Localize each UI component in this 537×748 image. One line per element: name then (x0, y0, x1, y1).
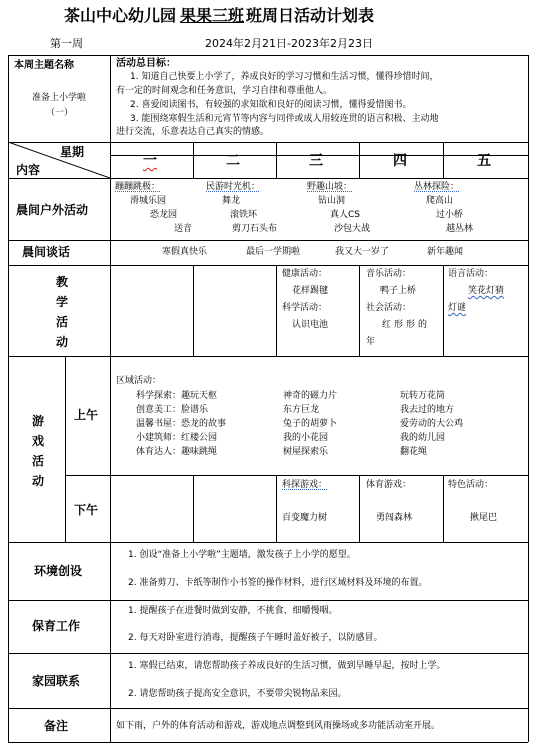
title-class: 果果三班 (180, 6, 245, 25)
game-label-4: 动 (32, 474, 45, 488)
teach-thu: 音乐活动： (366, 269, 412, 279)
area-row: 翻花绳 (400, 447, 428, 457)
environment-label: 环境创设 (34, 564, 83, 578)
outdoor-item: 剪刀石头布 (232, 224, 278, 234)
talk-topic: 寒假真快乐 (162, 247, 208, 257)
day-thu: 四 (393, 153, 407, 169)
teaching-label-4: 动 (56, 335, 69, 349)
area-row: 我去过的地方 (400, 405, 455, 415)
care-item: 2. 每天对卧室进行消毒，提醒孩子午睡时盖好被子，以防感冒。 (128, 633, 383, 643)
area-row: 体育达人：趣味跳绳 (136, 447, 218, 457)
goal-line-2: 有一定的时间观念和任务意识，学习自律和尊重他人。 (116, 86, 333, 96)
day-mon: 一 (143, 153, 157, 169)
area-row: 爱劳动的大公鸡 (400, 419, 464, 429)
outdoor-item: 过小桥 (436, 210, 464, 220)
talk-topic: 最后一学期啦 (246, 247, 301, 257)
area-row: 我的小花园 (283, 433, 329, 443)
outdoor-item: 越丛林 (446, 224, 474, 234)
remarks-text: 如下雨，户外的体育活动和游戏，游戏地点调整到风雨操场或多功能活动室开展。 (116, 721, 441, 731)
teach-thu: 鸭子上桥 (380, 286, 417, 296)
teach-thu: 年 (366, 337, 376, 347)
environment-item: 2. 准备剪刀、卡纸等制作小书签的操作材料，进行区域材料及环境的布置。 (128, 578, 428, 588)
area-row: 温馨书屋：恐龙的故事 (136, 419, 227, 429)
area-label: 区域活动： (116, 376, 162, 386)
teach-fri: 笑花灯猜 (468, 286, 505, 296)
outdoor-zone-3: 野趣山坡： (307, 182, 353, 192)
theme-name: 准备上小学啦 (32, 93, 87, 103)
talk-topic: 我又大一岁了 (335, 247, 390, 257)
teach-thu: 社会活动： (366, 303, 412, 313)
home-item: 2. 请您帮助孩子提高安全意识，不要带尖锐物品来园。 (128, 689, 347, 699)
pm-fri: 揪尾巴 (470, 513, 498, 523)
talk-topic: 新年趣闻 (427, 247, 464, 257)
teach-wed: 认识电池 (292, 320, 329, 330)
outdoor-item: 爬高山 (426, 196, 454, 206)
pm-wed: 百变魔力树 (282, 513, 328, 523)
teach-wed: 健康活动： (282, 269, 328, 279)
game-label-3: 活 (32, 454, 45, 468)
day-fri: 五 (477, 153, 491, 169)
date-range: 2024年2月21日-2023年2月23日 (205, 37, 373, 50)
area-row: 神奇的磁力片 (283, 391, 338, 401)
teach-fri: 灯谜 (448, 303, 467, 313)
teach-fri: 语言活动： (448, 269, 494, 279)
home-item: 1. 寒假已结束，请您帮助孩子养成良好的生活习惯，做到早睡早起，按时上学。 (128, 661, 446, 671)
outdoor-zone-4: 丛林探险： (414, 182, 460, 192)
home-label: 家园联系 (32, 674, 81, 688)
area-row: 创意美工：脸谱乐 (136, 405, 209, 415)
area-row: 玩转万花筒 (400, 391, 446, 401)
outdoor-label: 晨间户外活动 (16, 203, 89, 217)
area-row: 我的幼儿园 (400, 433, 446, 443)
area-row: 兔子的胡萝卜 (283, 419, 338, 429)
pm-thu: 体育游戏： (366, 480, 412, 490)
teaching-label-1: 教 (56, 275, 69, 289)
teach-wed: 科学活动： (282, 303, 328, 313)
morning-label: 上午 (74, 408, 99, 422)
game-label-2: 戏 (32, 434, 45, 448)
outdoor-item: 沙包大战 (334, 224, 371, 234)
talk-label: 晨间谈话 (22, 245, 71, 259)
afternoon-label: 下午 (74, 503, 99, 517)
title-school: 茶山中心幼儿园 (64, 6, 177, 25)
outdoor-item: 真人CS (330, 210, 360, 220)
pm-thu: 勇闯森林 (376, 513, 413, 523)
pm-wed: 科探游戏： (282, 480, 328, 490)
environment-item: 1. 创设“准备上小学啦”主题墙，激发孩子上小学的愿望。 (128, 550, 356, 560)
title-suffix: 班周日活动计划表 (246, 6, 375, 25)
content-header: 内容 (16, 163, 41, 177)
outdoor-item: 钻山洞 (318, 196, 346, 206)
outdoor-zone-1: 蹦蹦跳极： (115, 182, 161, 192)
remarks-label: 备注 (44, 719, 69, 733)
area-row: 东方巨龙 (283, 405, 320, 415)
area-row: 树屋探索乐 (283, 447, 329, 457)
week-label: 第一周 (50, 37, 83, 50)
teaching-label-2: 学 (56, 295, 69, 309)
care-label: 保育工作 (32, 619, 81, 633)
teach-thu: 红形形的 (382, 320, 431, 330)
goal-line-1: 1. 知道自己快要上小学了，养成良好的学习习惯和生活习惯，懂得珍惜时间， (130, 72, 439, 82)
day-tue: 二 (226, 153, 240, 169)
goal-line-3: 2. 喜爱阅读图书，有较强的求知欲和良好的阅读习惯，懂得爱惜图书。 (130, 100, 412, 110)
outdoor-zone-2: 民游时光机： (206, 182, 261, 192)
outdoor-item: 恐龙园 (150, 210, 178, 220)
page-title (64, 8, 374, 24)
pm-fri: 特色活动： (448, 480, 494, 490)
care-item: 1. 提醒孩子在进餐时做到安静，不挑食、细嚼慢咽。 (128, 606, 338, 616)
teaching-label-3: 活 (56, 315, 69, 329)
goal-line-4: 3. 能围绕寒假生活和元宵节等内容与同伴或成人用较连贯的语言积极、主动地 (130, 114, 439, 124)
teach-wed: 花样踢毽 (292, 286, 329, 296)
area-row: 小建筑师：红楼公园 (136, 433, 218, 443)
outdoor-item: 舞龙 (222, 196, 241, 206)
outdoor-item: 滚铁环 (230, 210, 258, 220)
outdoor-item: 送音 (174, 224, 193, 234)
day-wed: 三 (309, 153, 323, 169)
game-label-1: 游 (32, 414, 45, 428)
outdoor-item: 滑城乐园 (130, 196, 167, 206)
goal-line-5: 进行交流，乐意表达自己真实的情感。 (116, 127, 270, 137)
theme-label: 本周主题名称 (14, 60, 74, 71)
area-row: 科学探索：趣玩天枢 (136, 391, 218, 401)
theme-part: （一） (46, 108, 74, 118)
goals-label: 活动总目标： (116, 58, 176, 69)
weekday-header: 星期 (60, 145, 85, 159)
